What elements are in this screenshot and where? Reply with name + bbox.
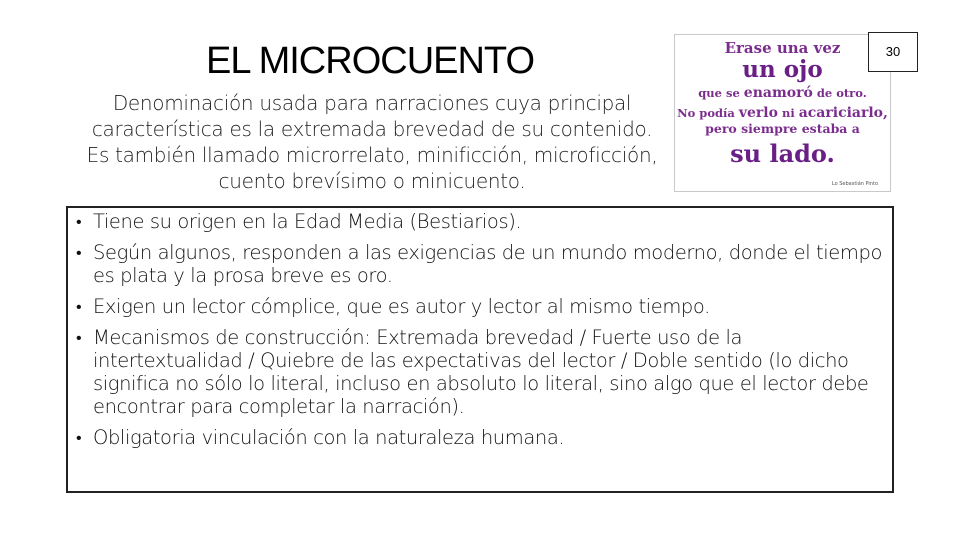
image-line-4 xyxy=(675,105,890,121)
image-line-4-d: acariciarlo, xyxy=(798,105,888,121)
bullet-text: Exigen un lector cómplice, que es autor y lector al mismo tiempo. xyxy=(93,295,710,318)
bullet-icon: • xyxy=(76,297,82,316)
image-line-3-a: que se xyxy=(698,86,744,100)
bullet-text: Según algunos, responden a las exigencias de un mundo moderno, donde el tiempo es plata y la prosa breve es oro. xyxy=(93,241,882,287)
bullet-item xyxy=(76,210,882,233)
image-line-4-b: verlo xyxy=(738,105,778,121)
bullet-icon: • xyxy=(76,212,82,231)
image-signature: Lo Sebastián Pinto xyxy=(831,181,878,187)
image-line-6: su lado. xyxy=(730,139,835,168)
bullet-item xyxy=(76,326,882,418)
image-line-2: un ojo xyxy=(742,56,823,83)
bullet-icon: • xyxy=(76,428,82,447)
bullet-text: Obligatoria vinculación con la naturaleza humana. xyxy=(93,426,565,449)
page-number: 30 xyxy=(868,32,918,72)
slide-title: EL MICROCUENTO xyxy=(205,40,535,82)
image-line-3-b: enamoró xyxy=(743,85,813,101)
bullet-text: Tiene su origen en la Edad Media (Bestiarios). xyxy=(93,210,522,233)
bullet-item xyxy=(76,426,882,449)
bullet-item xyxy=(76,295,882,318)
bullet-list xyxy=(76,210,882,449)
bullet-list-box xyxy=(66,206,894,493)
slide-subtitle: Denominación usada para narraciones cuya principal característica es la extremada brevedad de su contenido. Es también llamado microrrelato, minificción, microficción, cuento brevísimo o minicuento. xyxy=(86,91,658,193)
image-line-3-c: de otro. xyxy=(812,86,867,100)
image-line-5: pero siempre estaba a xyxy=(705,121,860,136)
microcuento-image xyxy=(674,34,891,192)
image-line-1: Erase una vez xyxy=(724,39,841,57)
bullet-icon: • xyxy=(76,328,82,347)
bullet-icon: • xyxy=(76,243,82,262)
bullet-text: Mecanismos de construcción: Extremada brevedad / Fuerte uso de la intertextualidad / Quiebre de las expectativas del lector / Doble sentido (lo dicho significa no sólo lo literal, incluso en absoluto lo literal, sino algo que el lector debe encontrar para completar la narración). xyxy=(93,326,869,418)
image-line-4-c: ni xyxy=(777,106,799,120)
bullet-item xyxy=(76,241,882,287)
image-line-3 xyxy=(675,85,890,101)
image-line-4-a: No podía xyxy=(677,106,739,120)
